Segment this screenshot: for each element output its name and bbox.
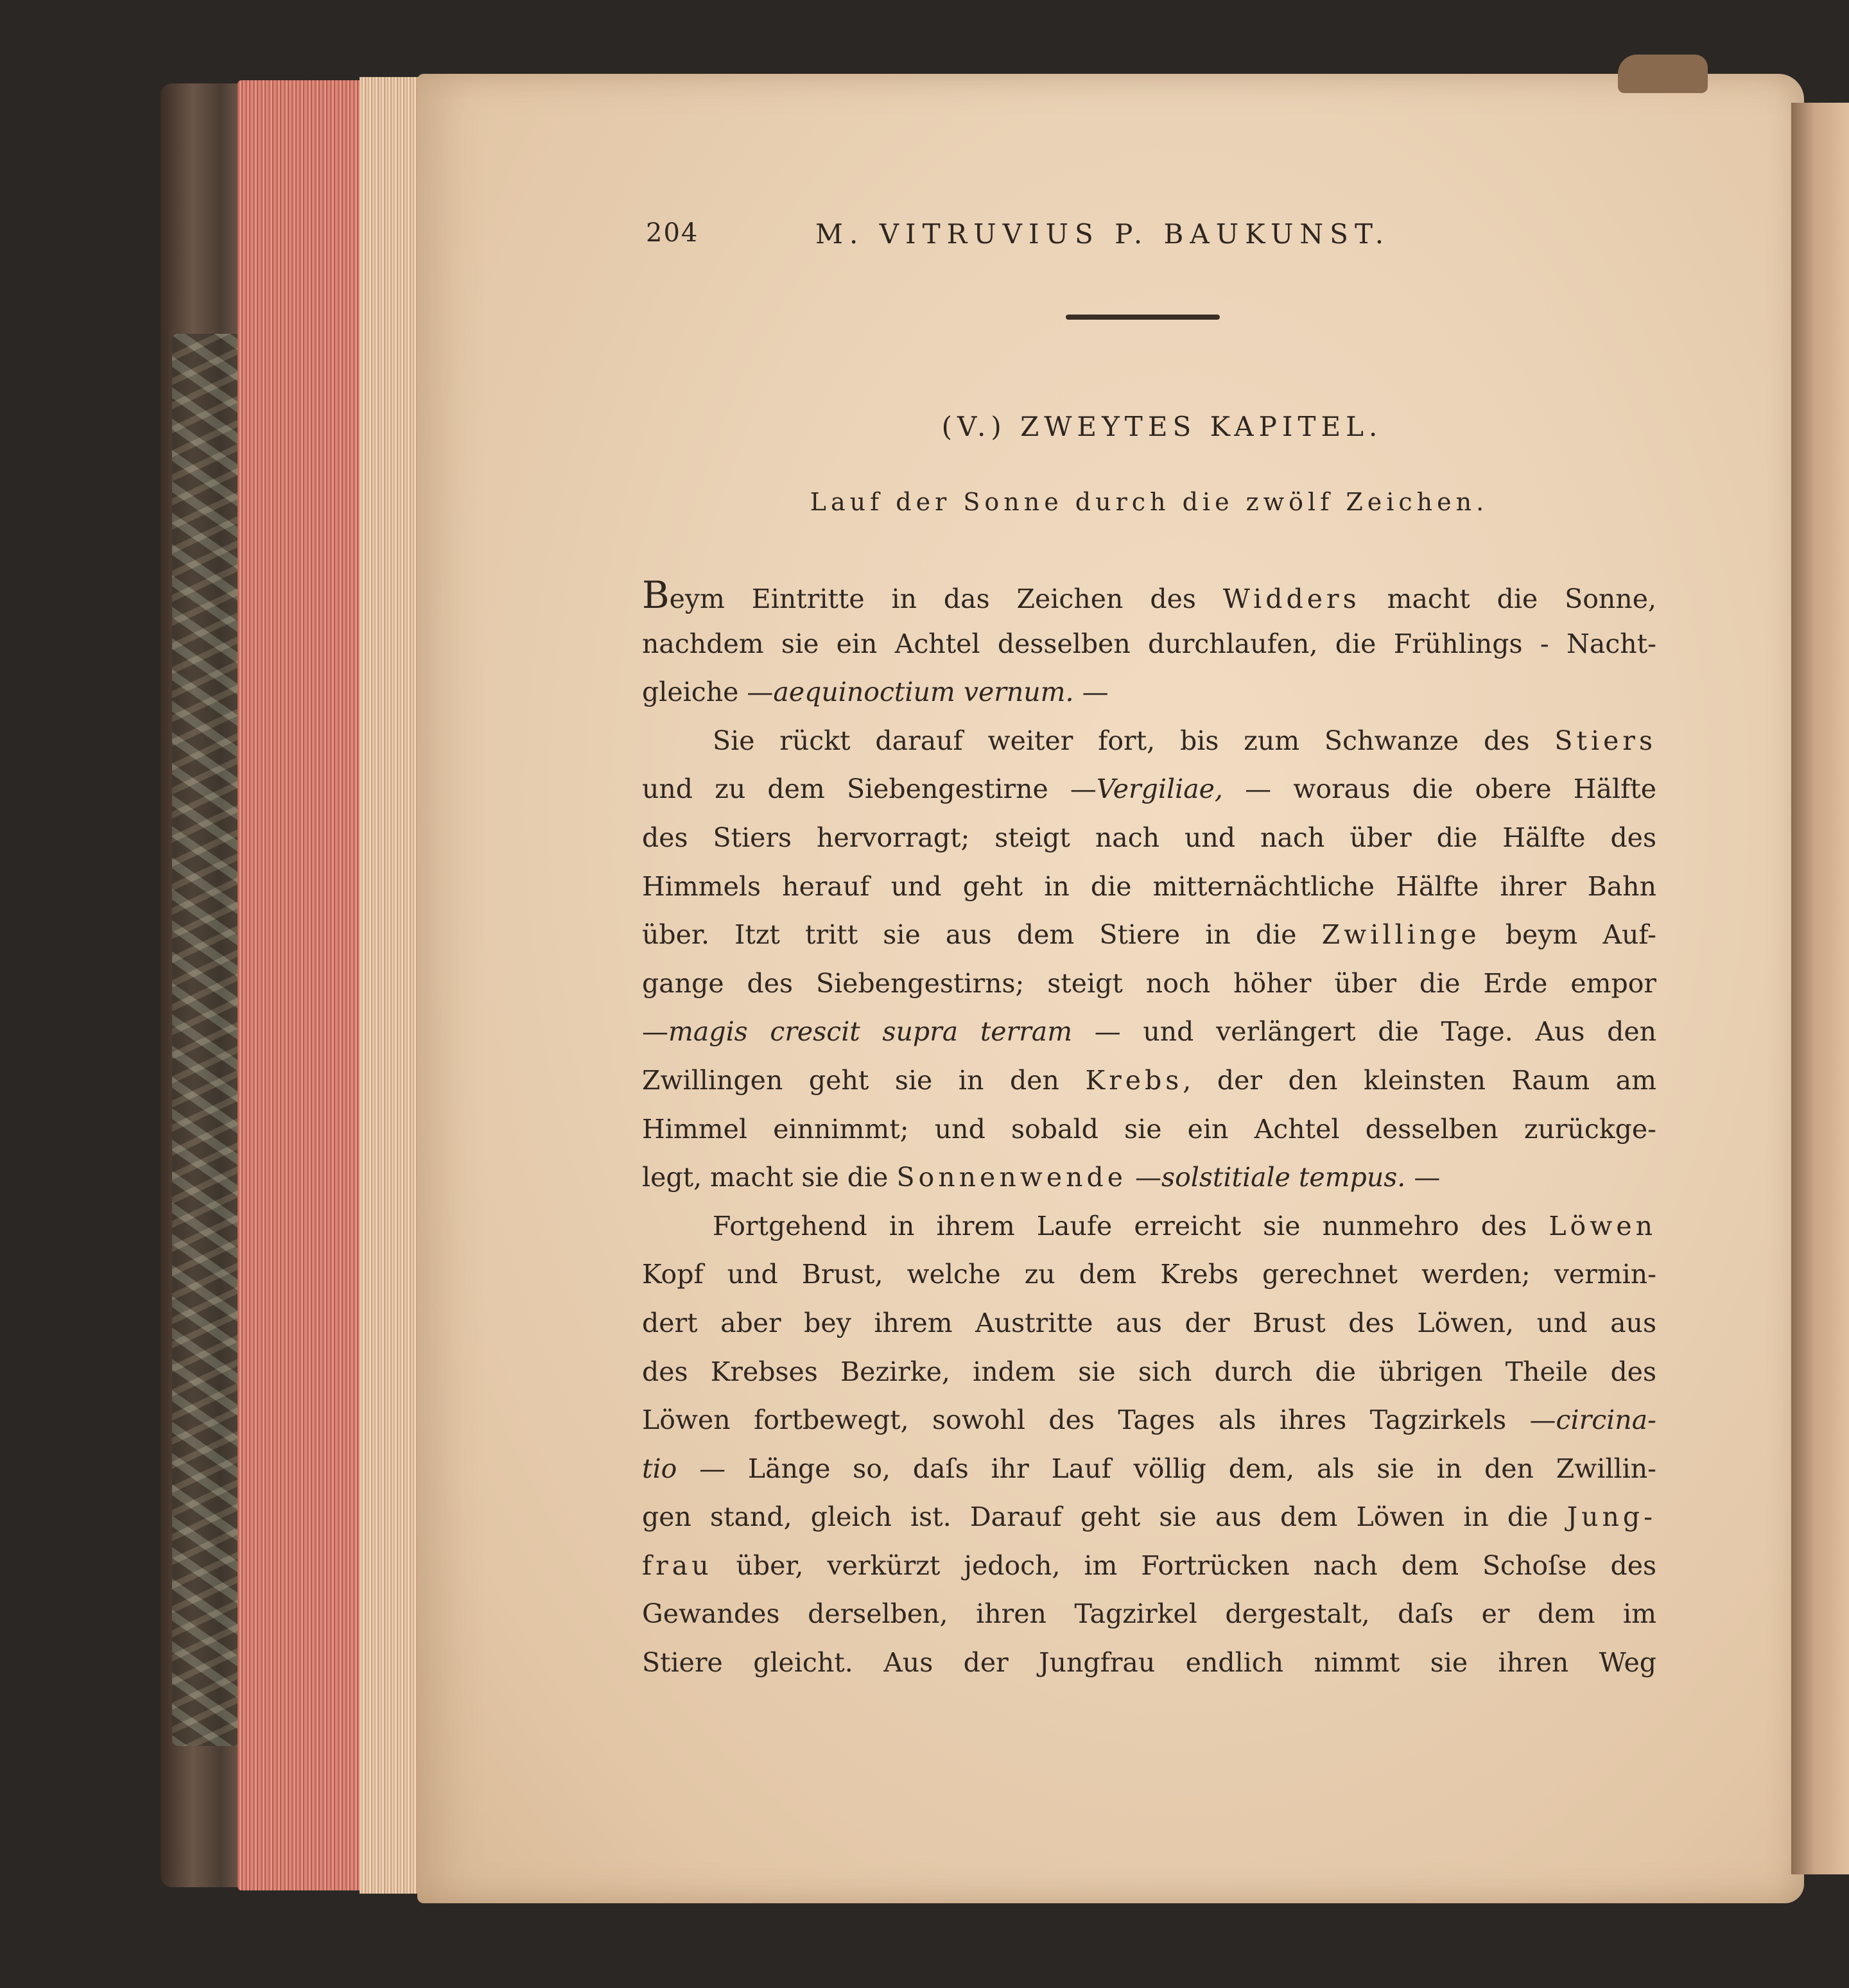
text-line: und zu dem Siebengestirne —Vergiliae, — woraus die obere Hälfte	[642, 774, 1656, 805]
red-page-edges	[238, 80, 366, 1890]
text-line: Himmels herauf und geht in die mitternächtliche Hälfte ihrer Bahn	[642, 870, 1656, 902]
running-head: M. VITRUVIUS P. BAUKUNST.	[815, 218, 1391, 250]
page-number: 204	[646, 218, 699, 248]
text-line: Himmel einnimmt; und sobald sie ein Achtel desselben zurückge-	[642, 1113, 1656, 1145]
body-text	[642, 571, 1656, 1688]
text-line: Fortgehend in ihrem Laufe erreicht sie nunmehro des Löwen	[713, 1210, 1656, 1241]
text-line: gen stand, gleich ist. Darauf geht sie aus dem Löwen in die Jung-	[642, 1501, 1656, 1533]
text-line: nachdem sie ein Achtel desselben durchlaufen, die Frühlings - Nacht-	[642, 628, 1656, 659]
text-line: gleiche —aequinoctium vernum. —	[642, 677, 1109, 708]
text-line: dert aber bey ihrem Austritte aus der Brust des Löwen, und aus	[642, 1307, 1656, 1338]
chapter-subtitle: Lauf der Sonne durch die zwölf Zeichen.	[810, 488, 1489, 516]
text-line: Sie rückt darauf weiter fort, bis zum Schwanze des Stiers	[713, 725, 1656, 756]
text-line: —magis crescit supra terram — und verlängert die Tage. Aus den	[642, 1016, 1656, 1048]
text-line: Löwen fortbewegt, sowohl des Tages als ihres Tagzirkels —circina-	[642, 1405, 1656, 1436]
text-line: Stiere gleicht. Aus der Jungfrau endlich nimmt sie ihren Weg	[642, 1647, 1656, 1679]
text-line: Beym Eintritte in das Zeichen des Widders macht die Sonne,	[642, 573, 1656, 617]
text-line: gange des Siebengestirns; steigt noch höher über die Erde empor	[642, 967, 1656, 999]
text-line: legt, macht sie die Sonnenwende —solstitiale tempus. —	[642, 1162, 1441, 1193]
torn-spine-corner	[1618, 55, 1708, 93]
text-line: Gewandes derselben, ihren Tagzirkel dergestalt, daſs er dem im	[642, 1598, 1656, 1630]
page-text	[642, 212, 1656, 1679]
text-line: Zwillingen geht sie in den Krebs, der den kleinsten Raum am	[642, 1064, 1656, 1096]
text-line: über. Itzt tritt sie aus dem Stiere in die Zwillinge beym Auf-	[642, 919, 1656, 951]
text-line: des Stiers hervorragt; steigt nach und nach über die Hälfte des	[642, 822, 1656, 853]
text-line: frau über, verkürzt jedoch, im Fortrücken nach dem Schoſse des	[642, 1550, 1656, 1581]
header-rule	[1066, 315, 1220, 320]
text-line: des Krebses Bezirke, indem sie sich durch die übrigen Theile des	[642, 1356, 1656, 1387]
facing-page-edge	[1791, 103, 1849, 1874]
page-header	[642, 212, 1656, 263]
page-edges	[360, 77, 424, 1894]
text-line: tio — Länge so, daſs ihr Lauf völlig dem, als sie in den Zwillin-	[642, 1453, 1656, 1484]
chapter-title: (V.) ZWEYTES KAPITEL.	[941, 411, 1383, 442]
text-line: Kopf und Brust, welche zu dem Krebs gerechnet werden; vermin-	[642, 1259, 1656, 1290]
